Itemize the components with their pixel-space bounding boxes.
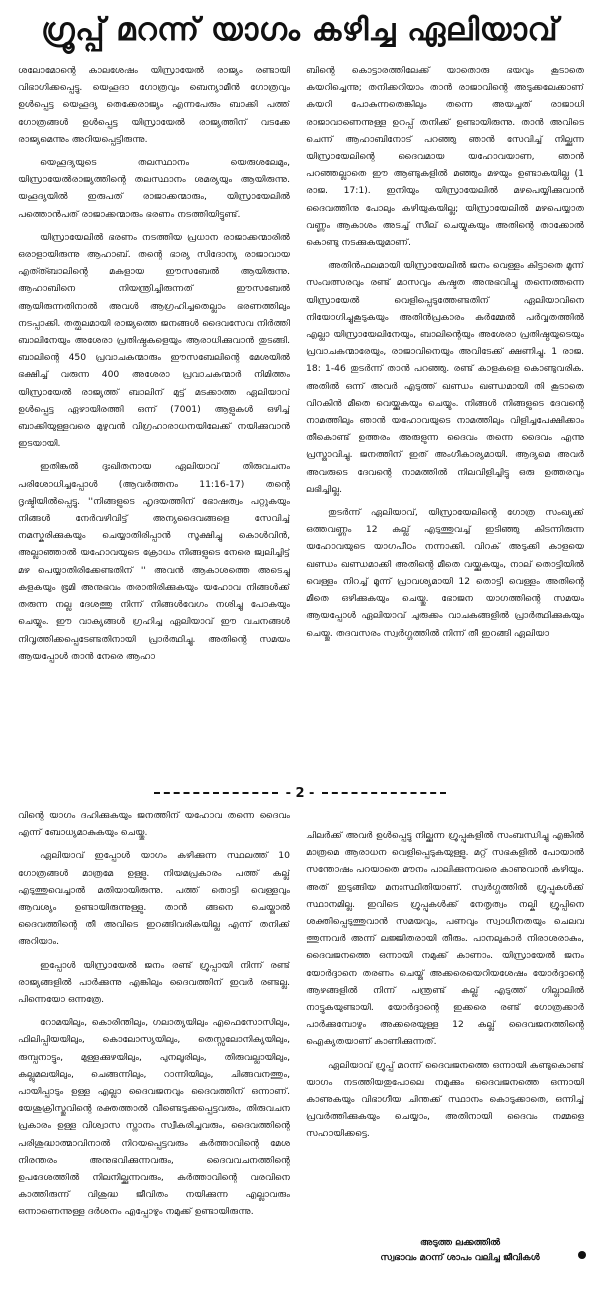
article-title: ഗ്രൂപ്പ് മറന്ന് യാഗം കഴിച്ച ഏലിയാവ് bbox=[41, 12, 558, 48]
end-bullet-icon bbox=[578, 1251, 586, 1259]
page-divider bbox=[154, 786, 446, 800]
next-issue-note bbox=[330, 1236, 590, 1266]
paragraph: റോമയിലും, കൊരിന്തിലും, ഗലാത്യയിലും എഫെസോസിലും, ഫിലിപ്പിയയിലും, കൊലോസ്യയിലും, തെസ്സലോനിക്യയിലും, രുമ്പ്പനാട്ടും, മുള്ളക്കുഴയിലും, പുനലൂരിലും, തിരുവല്ലായിലും, കല്ലുമലയിലും, ചെങ്ങന്നിലും, റാന്നിയിലും, ചിങ്ങവനത്തും, പായിപ്പാടും ഉള്ള എല്ലാ ദൈവജനവും ദൈവത്തിന് ഒന്നാണ്. യേശുക്രിസ്തുവിന്റെ രക്തത്താൽ വീണ്ടെടുക്കപ്പെട്ടവരും, തിരുവചന പ്രകാരം ഉള്ള വിശ്വാസ സ്നാനം സ്വീകരിച്ചവരും, ദൈവത്തിന്റെ പരിശുദ്ധാത്മാവിനാൽ നിറയപ്പെട്ടവരും കർത്താവിന്റെ മേശ നിരന്തരം അനുഭവിക്കുന്നവരും, ദൈവവചനത്തിന്റെ ഉപദേശത്തിൽ നിലനില്ക്കുന്നവരും, കർത്താവിന്റെ വരവിനെ കാത്തിരുന്ന് വിശുദ്ധ ജീവിതം നയിക്കുന്ന എല്ലാവരും ഒന്നാണെന്നുള്ള ദർശനം എപ്പോഴും നമുക്ക് ഉണ്ടായിരുന്നു. bbox=[18, 1017, 290, 1218]
column-4 bbox=[306, 827, 584, 1297]
paragraph: ശലോമോന്റെ കാലശേഷം യിസ്രായേൽ രാജ്യം രണ്ടായി വിഭാഗിക്കപ്പെട്ടു. യെഹൂദാ ഗോത്രവും ബെന്യാമീൻ ഗോത്രവും ഉൾപ്പെട്ട യെഹൂദ്യ തെക്കേരാജ്യം എന്നപേരും ബാക്കി പത്ത് ഗോത്രങ്ങൾ ഉൾപ്പെട്ട യിസ്രായേൽ രാജ്യത്തിന് വടക്കേ രാജ്യമെന്നും അറിയപ്പെട്ടിരുന്നു. bbox=[18, 65, 290, 145]
column-2 bbox=[306, 62, 584, 742]
divider-line-right bbox=[322, 792, 446, 794]
paragraph: ചിലർക്ക് അവർ ഉൾപ്പെട്ടു നില്ക്കുന്ന ഗ്രൂപ്പുകളിൽ സംബന്ധിച്ചു എങ്കിൽ മാത്രമെ ആരാധന വെളിപ്പെടുകയുള്ളു. മറ്റ് സഭകളിൽ പോയാൽ സന്തോഷം പറയാതെ മൗനം പാലിക്കുന്നവരെ കാണുവാൻ കഴിയും. അത് ഇടുങ്ങിയ മനഃസ്ഥിതിയാണ്. സ്വർഗ്ഗത്തിൽ ഗ്രൂപ്പുകൾക്ക് സ്ഥാനമില്ല. ഇവിടെ ഗ്രൂപ്പുകൾക്ക് നേതൃത്വം നല്കി ഗ്രൂപ്പിനെ ശക്തിപ്പെടുത്തുവാൻ സമയവും, പണവും സ്വാധീനതയും ചെലവ ത്തുന്നവർ അന്ന് ലജ്ജിതരായി തീരും. പാനലുകാർ നിരാശരാകും, ദൈവജനത്തെ ഒന്നായി നമുക്ക് കാണാം. യിസ്രായേൽ ജനം യോർദ്ദാനെ തരണം ചെയ്ത് അക്കരെയെറിയശേഷം യോർദ്ദാന്റെ ആഴങ്ങളിൽ നിന്ന് പന്ത്രണ്ട് കല്ല് എടുത്ത് ഗില്ഗാലിൽ നാട്ടുകയുണ്ടായി. യോർദ്ദാന്റെ ഇക്കരെ രണ്ട് ഗോത്രക്കാർ പാർക്കുമ്പോഴും അക്കരെയുള്ള 12 കല്ല് ദൈവജനത്തിന്റെ ഐക്യതയാണ് കാണിക്കുന്നത്. bbox=[306, 830, 584, 1048]
next-issue-title: സ്വഭാവം മറന്ന് ശാപം വലിച്ച ജീവികൾ bbox=[380, 1253, 540, 1263]
paragraph: ഏലിയാവ് ഗ്രൂപ്പ് മറന്ന് ദൈവജനത്തെ ഒന്നായി കണ്ടുകൊണ്ട് യാഗം നടത്തിയതുപോലെ നമുക്കും ദൈവജനത്തെ ഒന്നായി കാണുകയും വിഭാഗീയ ചിന്തക്ക് സ്ഥാനം കൊടുക്കാതെ, ഒന്നിച്ച് പ്രവർത്തിക്കുകയും ചെയ്യാം, അതിനായി ദൈവം നമ്മളെ സഹായിക്കട്ടെ. bbox=[306, 1059, 584, 1140]
column-3 bbox=[18, 807, 290, 1297]
paragraph: ഇപ്പോൾ യിസ്രായേൽ ജനം രണ്ട് ഗ്രൂപ്പായി നിന്ന് രണ്ട് രാജ്യങ്ങളിൽ പാർക്കുന്നു എങ്കിലും ദൈവത്തിന് ഇവർ രണ്ടല്ല. പിന്നെയോ ഒന്നത്രേ. bbox=[18, 959, 290, 1006]
paragraph: യിസ്രായേലിൽ ഭരണം നടത്തിയ പ്രധാന രാജാക്കന്മാരിൽ ഒരാളായിരുന്നു ആഹാബ്. തന്റെ ഭാര്യ സിദോന്യ രാജാവായ എത്ത്ബാലിന്റെ മകളായ ഈസബേൽ ആയിരുന്നു. ആഹാബിനെ നിയന്ത്രിച്ചിരുന്നത് ഈസബേൽ ആയിരുന്നതിനാൽ അവൾ ആഗ്രഹിച്ചതെല്ലാം ഭരണത്തിലും നടപ്പാക്കി. തത്ഫലമായി രാജ്യത്തെ ജനങ്ങൾ ദൈവസേവ നിർത്തി ബാലിനേയും അശേരാ പ്രതിഷ്ഠകളെയും ആരാധിക്കുവാൻ തുടങ്ങി. ബാലിന്റെ 450 പ്രവാചകന്മാരും ഈസബേലിന്റെ മേശയിൽ ഭക്ഷിച്ച് വരുന്ന 400 അശേരാ പ്രവാചകന്മാർ നിമിത്തം യിസ്രായേൽ രാജ്യത്ത് ബാലിന് മുട്ട് മടക്കാത്ത ഏലിയാവ് ഉൾപ്പെട്ട ഏഴായിരത്തി ഒന്ന് (7001) ആളുകൾ ഒഴിച്ച് ബാക്കിയുള്ളവരെ മുഴുവൻ വിഗ്രഹാരാധനയിലേക്ക് നയിക്കുവാൻ ഇടയായി. bbox=[18, 231, 290, 450]
paragraph: യെഹൂദ്യയുടെ തലസ്ഥാനം യെരുശലേമും, യിസ്രായേൽരാജ്യത്തിന്റെ തലസ്ഥാനം ശമര്യയും ആയിരുന്നു. യഹൂദ്യയിൽ ഇരുപത് രാജാക്കന്മാരും, യിസ്രായേലിൽ പത്തൊൻപത് രാജാക്കന്മാരും ഭരണം നടത്തിയിട്ടുണ്ട്. bbox=[18, 157, 290, 220]
paragraph: ഇതിങ്കൽ ദുഃഖിതനായ ഏലിയാവ് തിരുവചനം പരിശോധിച്ചപ്പോൾ (ആവർത്തനം 11:16-17) തന്റെ ദൃഷ്ടിയിൽപ്പെട്ടു. ''നിങ്ങളുടെ ഹൃദയത്തിന് ഭോഷത്വം പറ്റുകയും നിങ്ങൾ നേർവഴിവിട്ട് അന്യദൈവങ്ങളെ സേവിച്ച് നമസ്കരിക്കുകയും ചെയ്യാതിരിപ്പാൻ സൂക്ഷിച്ചു കൊൾവിൻ, അല്ലാഞ്ഞാൽ യഹോവയുടെ ക്രോധം നിങ്ങളുടെ നേരെ ജ്വലിച്ചിട്ട് മഴ പെയ്യാതിരിക്കേണ്ടതിന് '' അവൻ ആകാശത്തെ അടെച്ചു കളകയും ഭൂമി അനുഭവം തരാതിരിക്കുകയും യഹോവ നിങ്ങൾക്ക് തരുന്ന നല്ല ദേശത്തു നിന്ന് നിങ്ങൾവേഗം നശിച്ചു പോകയും ചെയ്യും. ഈ വാക്യങ്ങൾ ഗ്രഹിച്ച ഏലിയാവ് ഈ വചനങ്ങൾ നിവൃത്തിക്കപ്പെടേണ്ടതിനായി പ്രാർത്ഥിച്ചു. അതിന്റെ സമയം ആയപ്പോൾ താൻ നേരെ ആഹാ bbox=[18, 461, 290, 662]
page-number: - 2 - bbox=[285, 785, 315, 801]
paragraph: ഏലിയാവ് ഇപ്പോൾ യാഗം കഴിക്കുന്ന സ്ഥലത്ത് 10 ഗോത്രങ്ങൾ മാത്രമേ ഉള്ളു. നിയമപ്രകാരം പത്ത് കല്ല് എടുത്തുവെച്ചാൽ മതിയായിരുന്നു. പത്ത് തൊട്ടി വെള്ളവും ആവശ്യം ഉണ്ടായിരുന്നുള്ളു. താൻ ങ്ങനെ ചെയ്താൽ ദൈവത്തിന്റെ തീ അവിടെ ഇറങ്ങിവരികയില്ല എന്ന് തനിക്ക് അറിയാം. bbox=[18, 850, 290, 948]
column-1 bbox=[18, 62, 290, 742]
paragraph: ബിന്റെ കൊട്ടാരത്തിലേക്ക് യാതൊരു ഭയവും കൂടാതെ കയറിച്ചെന്നു; തനിക്കറിയാം താൻ രാജാവിന്റെ അടുക്കലേക്കാണ് കയറി പോകുന്നതെങ്കിലും തന്നെ അയച്ചത് രാജാധി രാജാവാണെന്നുള്ള ഉറപ്പ് തനിക്ക് ഉണ്ടായിരുന്നു. താൻ അവിടെ ചെന്ന് ആഹാബിനോട് പറഞ്ഞു ഞാൻ സേവിച്ച് നില്ക്കുന്ന യിസ്രായേലിന്റെ ദൈവമായ യഹോവയാണ, ഞാൻ പറഞ്ഞല്ലാതെ ഈ ആണ്ടുകളിൽ മഞ്ഞും മഴയും ഉണ്ടാകയില്ല (1 രാജ. 17:1). ഇനിയും യിസ്രായേലിൽ മഴപെയ്യിക്കുവാൻ ദൈവത്തിനു പോലും കഴിയുകയില്ല; യിസ്രായേലിൽ മഴപെയ്യാത വണ്ണം ആകാശം അടച്ച് സീല് ചെയ്യുകയും അതിന്റെ താക്കോൽ കൊണ്ടു നടക്കുകയുമാണ്. bbox=[306, 65, 584, 249]
next-issue-label: അടുത്ത ലക്കത്തിൽ bbox=[420, 1238, 500, 1248]
divider-line-left bbox=[154, 792, 278, 794]
paragraph: തുടർന്ന് ഏലിയാവ്, യിസ്രായേലിന്റെ ഗോത്ര സംഖ്യക്ക് ഒത്തവണ്ണം 12 കല്ല് എടുത്തുവച്ച് ഇടിഞ്ഞു കിടന്നിരുന്ന യഹോവയുടെ യാഗപീഠം നന്നാക്കി. വിറക് അടുക്കി കാളയെ ഖണ്ഡം ഖണ്ഡമാക്കി അതിന്റെ മീതെ വയ്ക്കുകയും, നാല് തൊട്ടിയിൽ വെള്ളം നിറച്ച് മൂന്ന് പ്രാവശ്യമായി 12 തൊട്ടി വെള്ളം അതിന്റെ മീതെ ഒഴിക്കുകയും ചെയ്തു. ഭോജന യാഗത്തിന്റെ സമയം ആയപ്പോൾ ഏലിയാവ് ചുരുക്കം വാചകങ്ങളിൽ പ്രാർത്ഥിക്കുകയും ചെയ്തു. തദവസരം സ്വർഗ്ഗത്തിൽ നിന്ന് തീ ഇറങ്ങി ഏലിയാ bbox=[306, 507, 584, 639]
paragraph: അതിൻഫലമായി യിസ്രായേലിൽ ജനം വെള്ളം കിട്ടാതെ മൂന്ന് സംവത്സരവും രണ്ട് മാസവും കഷ്ടത അനുഭവിച്ചു തന്നെത്തന്നെ യിസ്രായേൽ വെളിപ്പെടുത്തേണ്ടതിന് ഏലിയാവിനെ നിയോഗിച്ചുകൂടുകയും അതിൻപ്രകാരം കർമ്മേൽ പർവ്വതത്തിൽ എല്ലാ യിസ്രായേലിനേയും, ബാലിന്റെയും അശേരാ പ്രതിഷ്ഠയുടെയും പ്രവാചകന്മാരേയും, രാജാവിനെയും അവിടേക്ക് ക്ഷണിച്ചു. 1 രാജ. 18: 1-46 തുടർന്ന് താൻ പറഞ്ഞു. രണ്ട് കാളകളെ കൊണ്ടുവരിക. അതിൽ ഒന്ന് അവർ എടുത്ത് ഖണ്ഡം ഖണ്ഡമായി തി കൂടാതെ വിറകിൻ മീതെ വെയ്ക്കുകയും ചെയ്യും. നിങ്ങൾ നിങ്ങളുടെ ദേവന്റെ നാമത്തിലും ഞാൻ യഹോവയുടെ നാമത്തിലും വിളിച്ചപേക്ഷിക്കാം തീകൊണ്ട് ഉത്തരം അരുളുന്ന ദൈവം തന്നെ ദൈവം എന്നു പ്രസ്താവിച്ചു. ജനത്തിന് ഇത് അംഗീകാര്യമായി. ആദ്യമെ അവർ അവരുടെ ദേവന്റെ നാമത്തിൽ നിലവിളിച്ചിട്ടു ഒരു ഉത്തരവും ലഭിച്ചില്ല. bbox=[306, 260, 584, 495]
paragraph: വിന്റെ യാഗം ദഹിക്കുകയും ജനത്തിന് യഹോവ തന്നെ ദൈവം എന്ന് ബോധ്യമാകുകയും ചെയ്തു. bbox=[18, 810, 290, 839]
